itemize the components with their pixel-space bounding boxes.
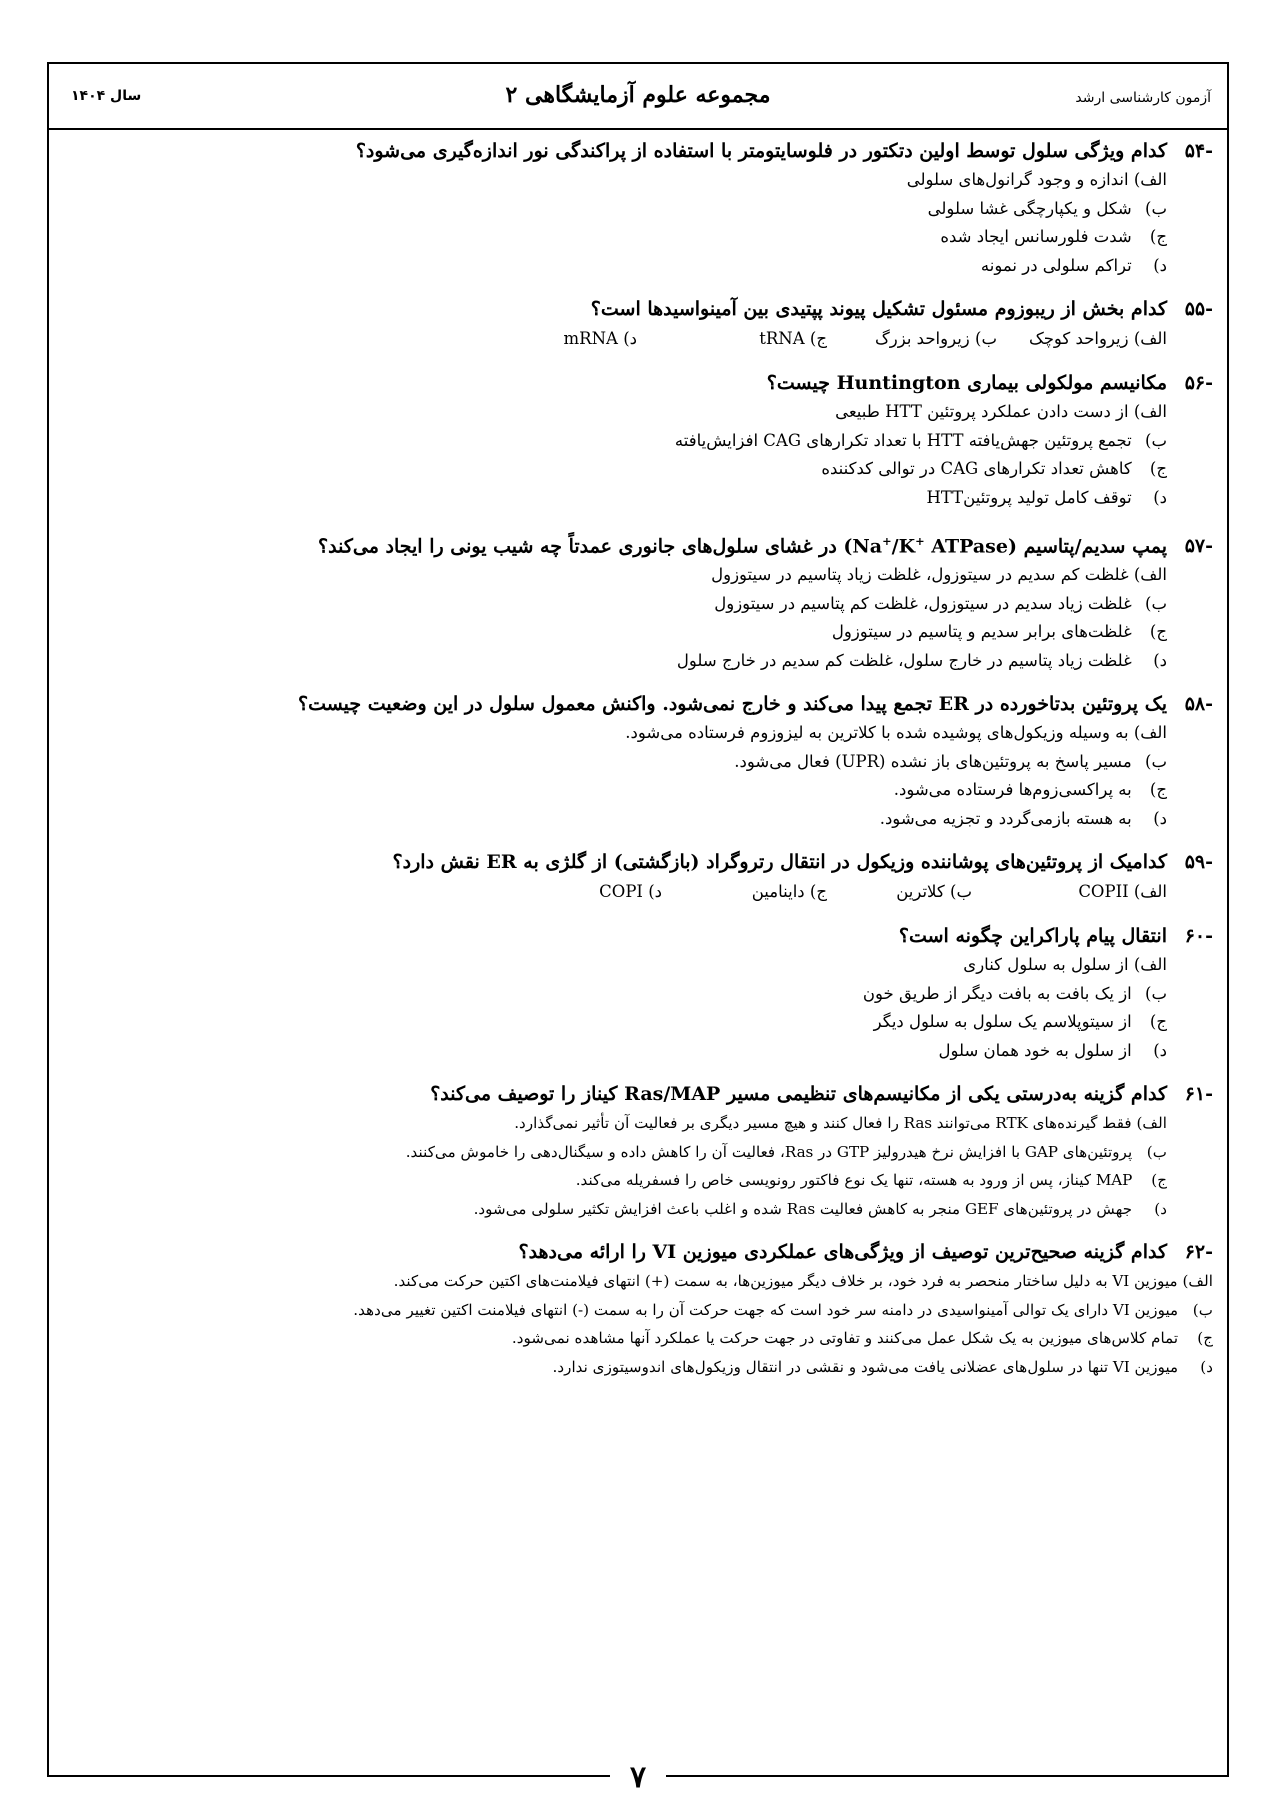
option-b [69, 195, 1167, 224]
option-c [69, 1008, 1167, 1037]
option-label: ج) [809, 329, 827, 348]
question-58 [69, 689, 1213, 833]
page-number-text: ۷ [610, 1760, 666, 1795]
option-label: ب) [1145, 593, 1167, 613]
question-number: -۵۸ [1184, 693, 1213, 716]
inline-options [69, 877, 1213, 907]
question-text: کدامیک از پروتئین‌های پوشاننده وزیکول در انتقال رتروگراد (بازگشتی) از گلژی به ER نقش دارد؟ [392, 851, 1167, 874]
question-54 [69, 136, 1213, 280]
question-text-part: ATPase) در غشای سلول‌های جانوری عمدتاً چه شیب یونی را ایجاد می‌کند؟ [318, 535, 1008, 558]
question-62 [69, 1237, 1213, 1381]
option-label: د) [1153, 255, 1167, 275]
option-label: ج) [1151, 1171, 1167, 1190]
option-d [564, 324, 637, 354]
superscript-plus: + [882, 534, 892, 548]
option-text: زیرواحد کوچک [1028, 329, 1129, 348]
question-60 [69, 921, 1213, 1065]
option-label: الف) [1133, 955, 1167, 975]
option-text: فقط گیرنده‌های RTK می‌توانند Ras را فعال کنند و هیچ مسیر دیگری بر فعالیت آن تأثیر نمی‌گذارد. [514, 1114, 1132, 1133]
option-label: الف) [1133, 882, 1167, 902]
page-header [49, 82, 1227, 114]
option-text: شکل و یکپارچگی غشا سلولی [927, 198, 1132, 218]
option-text: غلظت کم سدیم در سیتوزول، غلظت زیاد پتاسیم در سیتوزول [711, 565, 1129, 585]
option-text: MAP کیناز، پس از ورود به هسته، تنها یک نوع فاکتور رونویسی خاص را فسفریله می‌کند. [575, 1171, 1133, 1190]
option-text: COPII [1078, 882, 1129, 902]
option-text: میوزین VI تنها در سلول‌های عضلانی یافت می‌شود و نقشی در انتقال وزیکول‌های اندوسیتوزی ندارد. [552, 1357, 1179, 1376]
option-label: د) [1153, 650, 1167, 670]
option-d [599, 877, 662, 907]
option-d [69, 1195, 1167, 1224]
option-label: ج) [1149, 1012, 1167, 1032]
option-text: COPI [599, 882, 643, 902]
option-text: داینامین [751, 882, 805, 902]
option-label: الف) [1133, 723, 1167, 743]
option-text: شدت فلورسانس ایجاد شده [940, 227, 1132, 246]
option-c [69, 1166, 1167, 1195]
option-c [69, 1324, 1213, 1353]
question-text-part: /K [891, 535, 916, 558]
option-label: ب) [950, 882, 972, 902]
question-text: یک پروتئین بدتاخورده در ER تجمع پیدا می‌کند و خارج نمی‌شود. واکنش معمول سلول در این وضعیت چیست؟ [297, 693, 1167, 716]
question-number: -۵۹ [1184, 851, 1213, 874]
option-d [69, 647, 1167, 676]
option-c [69, 776, 1167, 805]
option-d [69, 1353, 1213, 1382]
option-b [69, 427, 1167, 456]
question-56 [69, 368, 1213, 512]
option-text: از سیتوپلاسم یک سلول به سلول دیگر [873, 1012, 1132, 1032]
option-text: تمام کلاس‌های میوزین به یک شکل عمل می‌کنند و تفاوتی در جهت حرکت یا عملکرد آنها مشاهده نمی‌شود. [511, 1329, 1179, 1348]
option-text: پروتئین‌های GAP با افزایش نرخ هیدرولیز GTP در Ras، فعالیت آن را کاهش داده و سیگنال‌دهی را خاموش می‌کنند. [405, 1142, 1133, 1161]
option-c [69, 618, 1167, 647]
option-label: الف) [1133, 402, 1167, 421]
question-text-part: پمپ سدیم/پتاسیم (Na [852, 535, 1167, 558]
option-text: از سلول به خود همان سلول [938, 1040, 1132, 1060]
option-label: د) [648, 882, 662, 902]
option-text: از دست دادن عملکرد پروتئین HTT طبیعی [835, 402, 1129, 421]
exam-year: سال ۱۴۰۴ [71, 88, 142, 104]
option-label: د) [1154, 1199, 1167, 1218]
option-label: ج) [1149, 227, 1167, 246]
option-label: ب) [1145, 198, 1167, 218]
option-text: به وسیله وزیکول‌های پوشیده شده با کلاترین به لیزوزوم فرستاده می‌شود. [625, 723, 1129, 743]
question-text: انتقال پیام پاراکراین چگونه است؟ [898, 925, 1167, 948]
option-c [637, 324, 827, 354]
option-label: د) [623, 329, 637, 348]
option-label: ب) [1145, 751, 1167, 771]
option-label: د) [1153, 808, 1167, 828]
option-b [69, 1296, 1213, 1325]
option-text: از سلول به سلول کناری [963, 955, 1129, 975]
option-label: د) [1153, 487, 1167, 507]
option-label: ب) [1145, 983, 1167, 1003]
question-61 [69, 1079, 1213, 1223]
option-label: ج) [1149, 780, 1167, 800]
option-a [69, 561, 1167, 590]
option-a [997, 324, 1167, 354]
exam-title: آزمون کارشناسی ارشد [1075, 90, 1211, 106]
question-text: کدام بخش از ریبوزوم مسئول تشکیل پیوند پپتیدی بین آمینواسیدها است؟ [590, 298, 1167, 320]
option-text: mRNA [563, 329, 618, 348]
question-text: کدام گزینه به‌درستی یکی از مکانیسم‌های تنظیمی مسیر Ras/MAP کیناز را توصیف می‌کند؟ [430, 1083, 1167, 1106]
option-label: د) [1200, 1357, 1213, 1376]
option-d [69, 805, 1167, 834]
option-label: الف) [1182, 1272, 1213, 1291]
option-a [69, 166, 1167, 195]
option-text: تراکم سلولی در نمونه [980, 255, 1132, 275]
option-text: از یک بافت به بافت دیگر از طریق خون [862, 983, 1132, 1003]
option-text: میوزین VI دارای یک توالی آمینواسیدی در دامنه سر خود است که جهت حرکت آن را به سمت (-) انتهای فیلامنت اکتین تغییر می‌دهد. [353, 1300, 1179, 1319]
page-frame [47, 62, 1229, 1795]
option-a [69, 398, 1167, 427]
option-label: ب) [975, 329, 997, 348]
option-text: کاهش تعداد تکرارهای CAG در توالی کدکننده [821, 459, 1132, 478]
question-59 [69, 847, 1213, 907]
option-a [69, 719, 1167, 748]
option-label: الف) [1133, 329, 1167, 348]
question-57 [69, 526, 1213, 675]
option-label: ب) [1192, 1300, 1213, 1319]
option-text: اندازه و وجود گرانول‌های سلولی [906, 170, 1129, 189]
option-a [69, 1109, 1167, 1138]
question-number: -۵۷ [1184, 535, 1213, 558]
option-b [827, 324, 997, 354]
option-b [69, 748, 1167, 777]
question-number: -۵۴ [1184, 140, 1213, 162]
question-text [318, 526, 1167, 561]
question-text: کدام ویژگی سلول توسط اولین دتکتور در فلوسایتومتر با استفاده از پراکندگی نور اندازه‌گیری می‌شود؟ [355, 140, 1167, 162]
option-text: غلظت زیاد پتاسیم در خارج سلول، غلظت کم سدیم در خارج سلول [676, 650, 1132, 670]
option-a [69, 1267, 1213, 1296]
option-text: توقف کامل تولید پروتئینHTT [926, 487, 1132, 507]
option-label: ج) [809, 882, 827, 902]
option-label: ج) [1197, 1329, 1213, 1348]
option-d [69, 484, 1167, 513]
option-text: tRNA [759, 329, 805, 348]
option-text: تجمع پروتئین جهش‌یافته HTT با تعداد تکرارهای CAG افزایش‌یافته [674, 430, 1132, 450]
option-label: ج) [1149, 622, 1167, 642]
option-text: به هسته بازمی‌گردد و تجزیه می‌شود. [879, 808, 1132, 828]
question-text: کدام گزینه صحیح‌ترین توصیف از ویژگی‌های عملکردی میوزین VI را ارائه می‌دهد؟ [518, 1241, 1167, 1264]
option-label: ب) [1145, 430, 1167, 450]
option-text: جهش در پروتئین‌های GEF منجر به کاهش فعالیت Ras شده و اغلب باعث افزایش تکثیر سلولی می‌شود. [473, 1199, 1133, 1218]
collection-title: مجموعه علوم آزمایشگاهی ۲ [505, 82, 771, 108]
option-b [69, 980, 1167, 1009]
question-number: -۶۲ [1184, 1241, 1213, 1264]
option-label: الف) [1136, 1114, 1167, 1133]
option-label: ج) [1149, 459, 1167, 478]
option-b [827, 877, 972, 907]
question-text: مکانیسم مولکولی بیماری Huntington چیست؟ [766, 372, 1167, 394]
option-label: الف) [1133, 565, 1167, 585]
option-c [69, 223, 1167, 252]
option-d [69, 252, 1167, 281]
option-c [662, 877, 827, 907]
option-label: د) [1153, 1040, 1167, 1060]
question-number: -۵۶ [1184, 372, 1213, 394]
superscript-plus: + [915, 534, 925, 548]
question-55 [69, 294, 1213, 354]
option-label: ب) [1146, 1142, 1167, 1161]
option-a [69, 951, 1167, 980]
question-number: -۵۵ [1184, 298, 1213, 320]
option-text: میوزین VI به دلیل ساختار منحصر به فرد خود، بر خلاف دیگر میوزین‌ها، به سمت (+) انتهای فیلامنت‌های اکتین حرکت می‌کند. [393, 1272, 1178, 1291]
option-text: کلاترین [896, 882, 945, 902]
option-b [69, 590, 1167, 619]
option-a [972, 877, 1167, 907]
header-divider [49, 128, 1227, 130]
option-text: زیرواحد بزرگ [875, 329, 970, 348]
option-b [69, 1138, 1167, 1167]
question-list [69, 136, 1213, 1395]
option-d [69, 1037, 1167, 1066]
inline-options [69, 324, 1213, 354]
option-text: مسیر پاسخ به پروتئین‌های باز نشده (UPR) فعال می‌شود. [734, 751, 1132, 771]
option-text: به پراکسی‌زوم‌ها فرستاده می‌شود. [893, 780, 1132, 800]
option-text: غلظت زیاد سدیم در سیتوزول، غلظت کم پتاسیم در سیتوزول [714, 593, 1132, 613]
option-label: الف) [1133, 170, 1167, 189]
question-number: -۶۱ [1184, 1083, 1213, 1106]
question-number: -۶۰ [1184, 925, 1213, 948]
option-text: غلظت‌های برابر سدیم و پتاسیم در سیتوزول [831, 622, 1132, 642]
page-number [49, 1760, 1227, 1795]
option-c [69, 455, 1167, 484]
